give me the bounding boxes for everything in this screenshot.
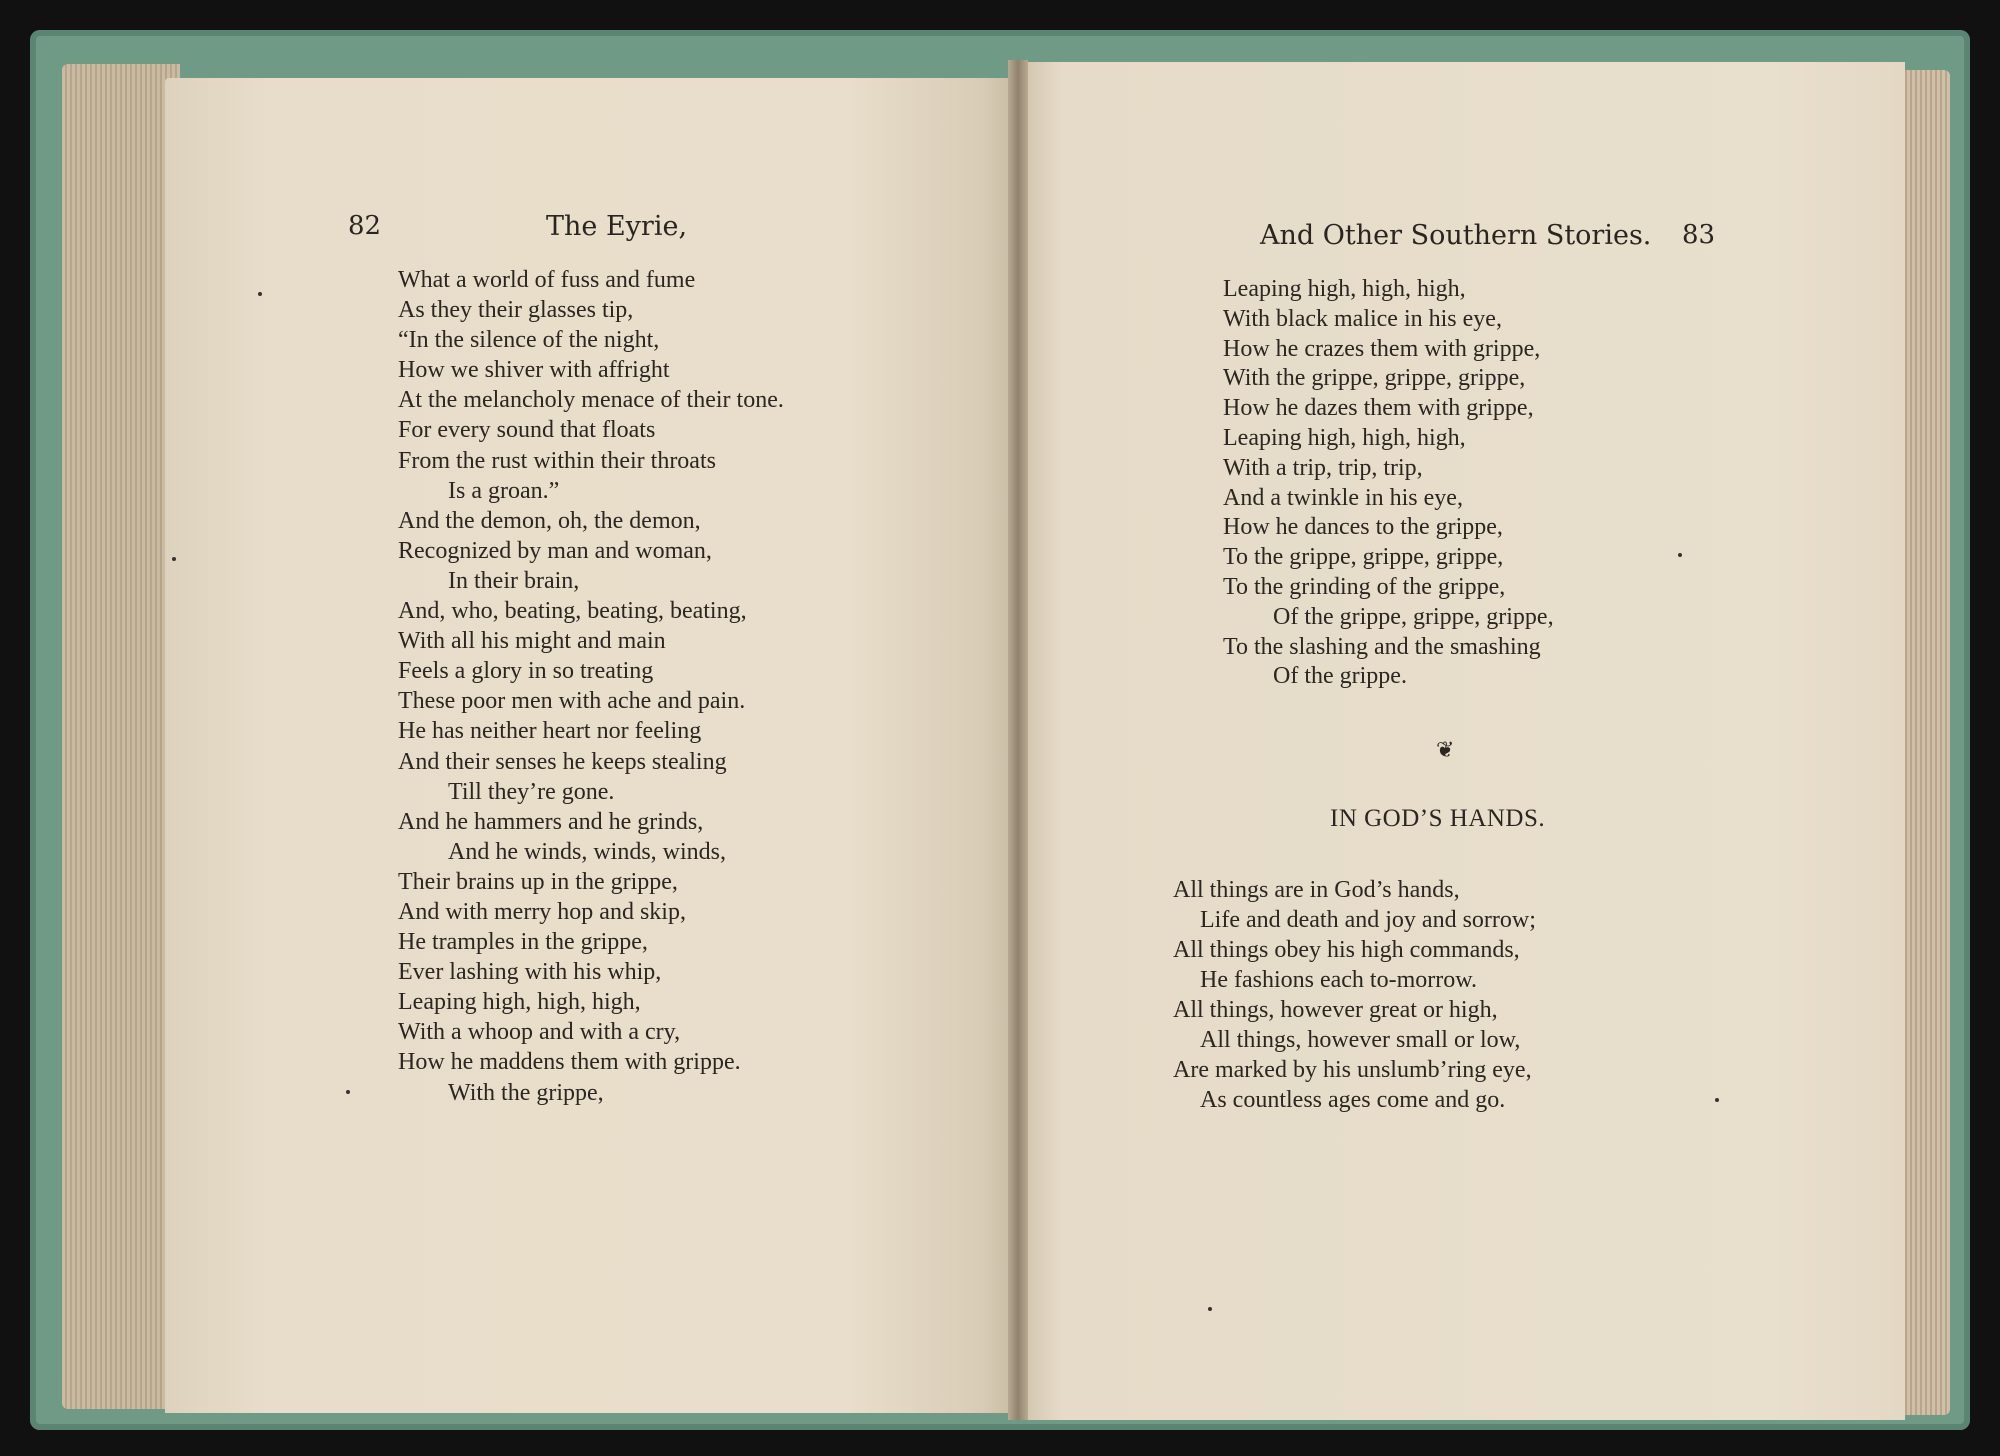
ornament-icon: ❦	[1436, 738, 1455, 763]
verse-line: Ever lashing with his whip,	[398, 959, 662, 986]
verse-line: In their brain,	[448, 567, 580, 594]
verse-line: And their senses he keeps stealing	[398, 748, 727, 775]
verse-line: He fashions each to-morrow.	[1200, 967, 1478, 993]
verse-line: All things, however great or high,	[1173, 997, 1498, 1023]
verse-line: Recognized by man and woman,	[398, 537, 712, 564]
verse-line: With the grippe, grippe, grippe,	[1223, 365, 1526, 392]
verse-line: And he hammers and he grinds,	[398, 808, 704, 835]
verse-line: At the melancholy menace of their tone.	[398, 387, 784, 414]
right-page	[1017, 62, 1905, 1420]
verse-line: Of the grippe, grippe, grippe,	[1273, 603, 1554, 630]
verse-line: For every sound that floats	[398, 417, 656, 444]
verse-line: With the grippe,	[448, 1079, 604, 1106]
print-speck	[172, 557, 176, 561]
book-gutter	[1008, 60, 1028, 1420]
left-page-number: 82	[348, 211, 382, 241]
verse-line: How we shiver with affright	[398, 357, 670, 384]
verse-line: How he maddens them with grippe.	[398, 1049, 741, 1076]
verse-line: “In the silence of the night,	[398, 327, 660, 354]
verse-line: Are marked by his unslumb’ring eye,	[1173, 1057, 1532, 1083]
verse-line: Of the grippe.	[1273, 663, 1407, 690]
poem-title: IN GOD’S HANDS.	[1330, 805, 1546, 832]
verse-line: Is a groan.”	[448, 477, 560, 504]
verse-line: And with merry hop and skip,	[398, 898, 686, 925]
verse-line: And he winds, winds, winds,	[448, 838, 727, 865]
verse-line: All things obey his high commands,	[1173, 937, 1520, 963]
verse-line: Their brains up in the grippe,	[398, 868, 678, 895]
poem-verse	[1173, 875, 1536, 1115]
verse-line: With a trip, trip, trip,	[1223, 454, 1423, 481]
verse-line: He has neither heart nor feeling	[398, 718, 702, 745]
verse-line: From the rust within their throats	[398, 447, 716, 474]
verse-line: What a world of fuss and fume	[398, 267, 696, 293]
verse-line: Till they’re gone.	[448, 778, 615, 805]
left-running-head: The Eyrie,	[546, 211, 688, 242]
verse-line: Leaping high, high, high,	[1223, 276, 1466, 302]
verse-line: With a whoop and with a cry,	[398, 1019, 681, 1046]
verse-line: And a twinkle in his eye,	[1223, 484, 1463, 511]
verse-line: As they their glasses tip,	[398, 297, 634, 324]
verse-line: With all his might and main	[398, 628, 666, 655]
right-running-head: And Other Southern Stories.	[1260, 220, 1652, 251]
verse-line: How he dances to the grippe,	[1223, 514, 1503, 541]
verse-line: All things, however small or low,	[1200, 1027, 1521, 1053]
print-speck	[346, 1090, 350, 1094]
verse-line: Leaping high, high, high,	[1223, 424, 1466, 451]
verse-line: To the grinding of the grippe,	[1223, 573, 1506, 600]
verse-line: Life and death and joy and sorrow;	[1200, 907, 1536, 933]
print-speck	[1208, 1307, 1212, 1311]
verse-line: He tramples in the grippe,	[398, 929, 648, 956]
left-verse	[398, 265, 784, 1108]
verse-line: Feels a glory in so treating	[398, 658, 654, 685]
verse-line: And, who, beating, beating, beating,	[398, 598, 747, 625]
right-verse	[1223, 275, 1554, 692]
verse-line: How he crazes them with grippe,	[1223, 335, 1541, 362]
print-speck	[1678, 553, 1682, 557]
verse-line: With black malice in his eye,	[1223, 305, 1502, 332]
print-speck	[1715, 1098, 1719, 1102]
verse-line: All things are in God’s hands,	[1173, 877, 1460, 903]
verse-line: To the grippe, grippe, grippe,	[1223, 544, 1504, 571]
left-page-edges	[62, 64, 180, 1409]
verse-line: And the demon, oh, the demon,	[398, 507, 701, 534]
verse-line: How he dazes them with grippe,	[1223, 395, 1534, 422]
print-speck	[258, 292, 262, 296]
right-page-number: 83	[1682, 220, 1716, 250]
verse-line: As countless ages come and go.	[1200, 1087, 1506, 1113]
verse-line: To the slashing and the smashing	[1223, 633, 1541, 660]
verse-line: These poor men with ache and pain.	[398, 688, 746, 715]
verse-line: Leaping high, high, high,	[398, 989, 641, 1016]
